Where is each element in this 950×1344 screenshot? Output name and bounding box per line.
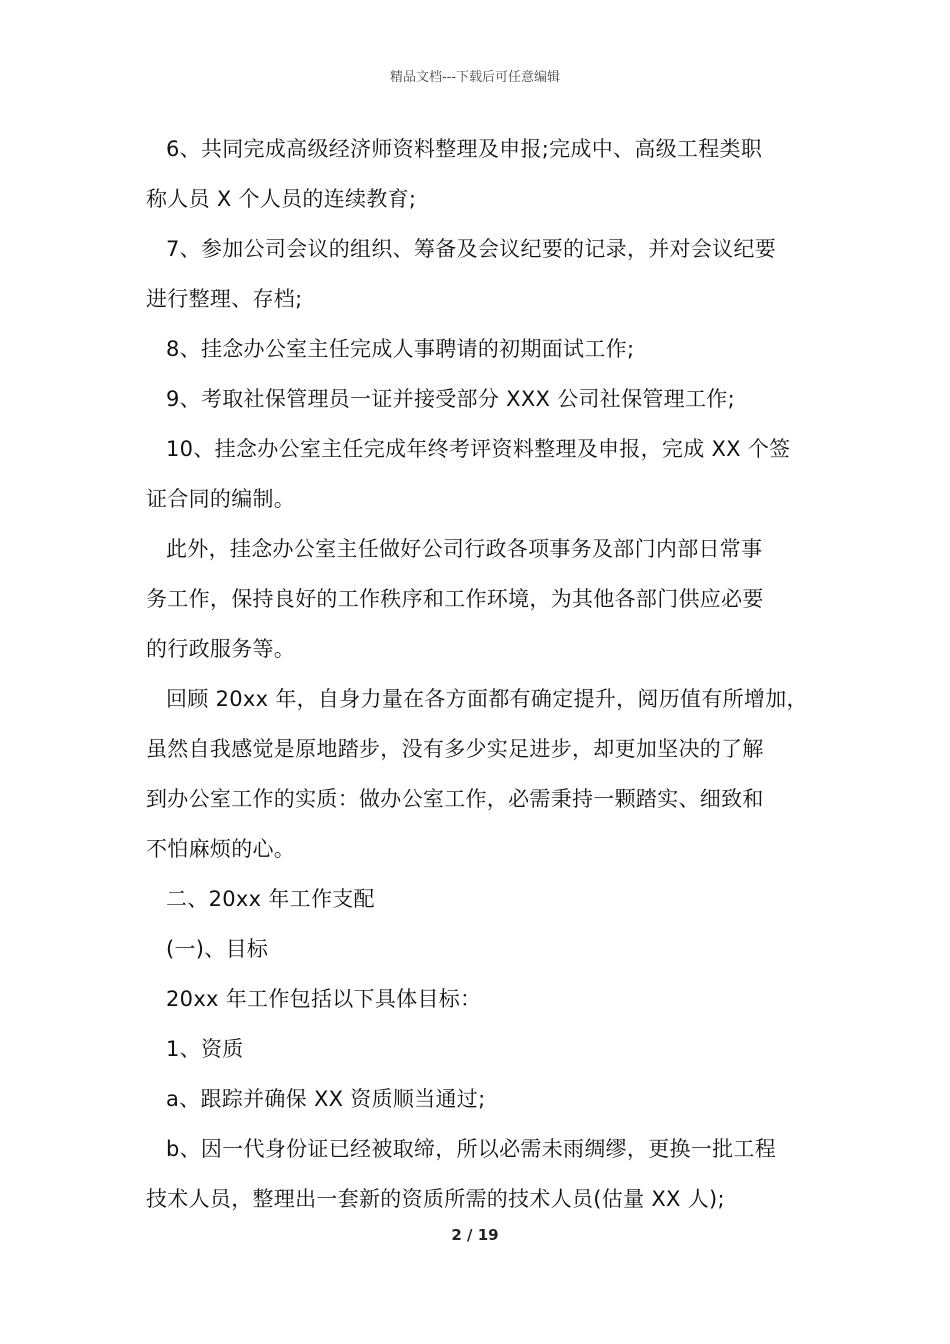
page-number: 2 / 19 xyxy=(451,1226,499,1244)
page-header: 精品文档---下载后可任意编辑 xyxy=(389,70,561,85)
text-line: 20xx 年工作包括以下具体目标： xyxy=(166,987,482,1011)
text-line: b、因一代身份证已经被取缔，所以必需未雨绸缪，更换一批工程 xyxy=(166,1137,777,1161)
text-line: 7、参加公司会议的组织、筹备及会议纪要的记录，并对会议纪要 xyxy=(166,237,777,261)
text-line: 8、挂念办公室主任完成人事聘请的初期面试工作; xyxy=(166,337,635,361)
text-line: 务工作，保持良好的工作秩序和工作环境，为其他各部门供应必要 xyxy=(146,587,764,611)
text-line: 的行政服务等。 xyxy=(146,637,296,661)
text-line: 6、共同完成高级经济师资料整理及申报;完成中、高级工程类职 xyxy=(166,137,763,161)
text-line: 虽然自我感觉是原地踏步，没有多少实足进步，却更加坚决的了解 xyxy=(146,737,764,761)
text-line: 证合同的编制。 xyxy=(146,487,296,511)
text-line: 二、20xx 年工作支配 xyxy=(166,887,375,911)
text-line: a、跟踪并确保 XX 资质顺当通过; xyxy=(166,1087,486,1111)
text-line: 不怕麻烦的心。 xyxy=(146,837,296,861)
text-line: 称人员 X 个人员的连续教育; xyxy=(146,187,417,211)
text-line: 技术人员，整理出一套新的资质所需的技术人员(估量 XX 人); xyxy=(146,1187,725,1211)
text-line: 到办公室工作的实质：做办公室工作，必需秉持一颗踏实、细致和 xyxy=(146,787,764,811)
document-body xyxy=(146,124,836,1224)
text-line: 9、考取社保管理员一证并接受部分 XXX 公司社保管理工作; xyxy=(166,387,735,411)
text-line: 10、挂念办公室主任完成年终考评资料整理及申报，完成 XX 个签 xyxy=(166,437,791,461)
text-line: (一)、目标 xyxy=(166,937,269,961)
text-line: 进行整理、存档; xyxy=(146,287,303,311)
text-line: 1、资质 xyxy=(166,1037,244,1061)
text-line: 此外，挂念办公室主任做好公司行政各项事务及部门内部日常事 xyxy=(166,537,763,561)
text-line: 回顾 20xx 年，自身力量在各方面都有确定提升，阅历值有所增加， xyxy=(166,687,808,711)
